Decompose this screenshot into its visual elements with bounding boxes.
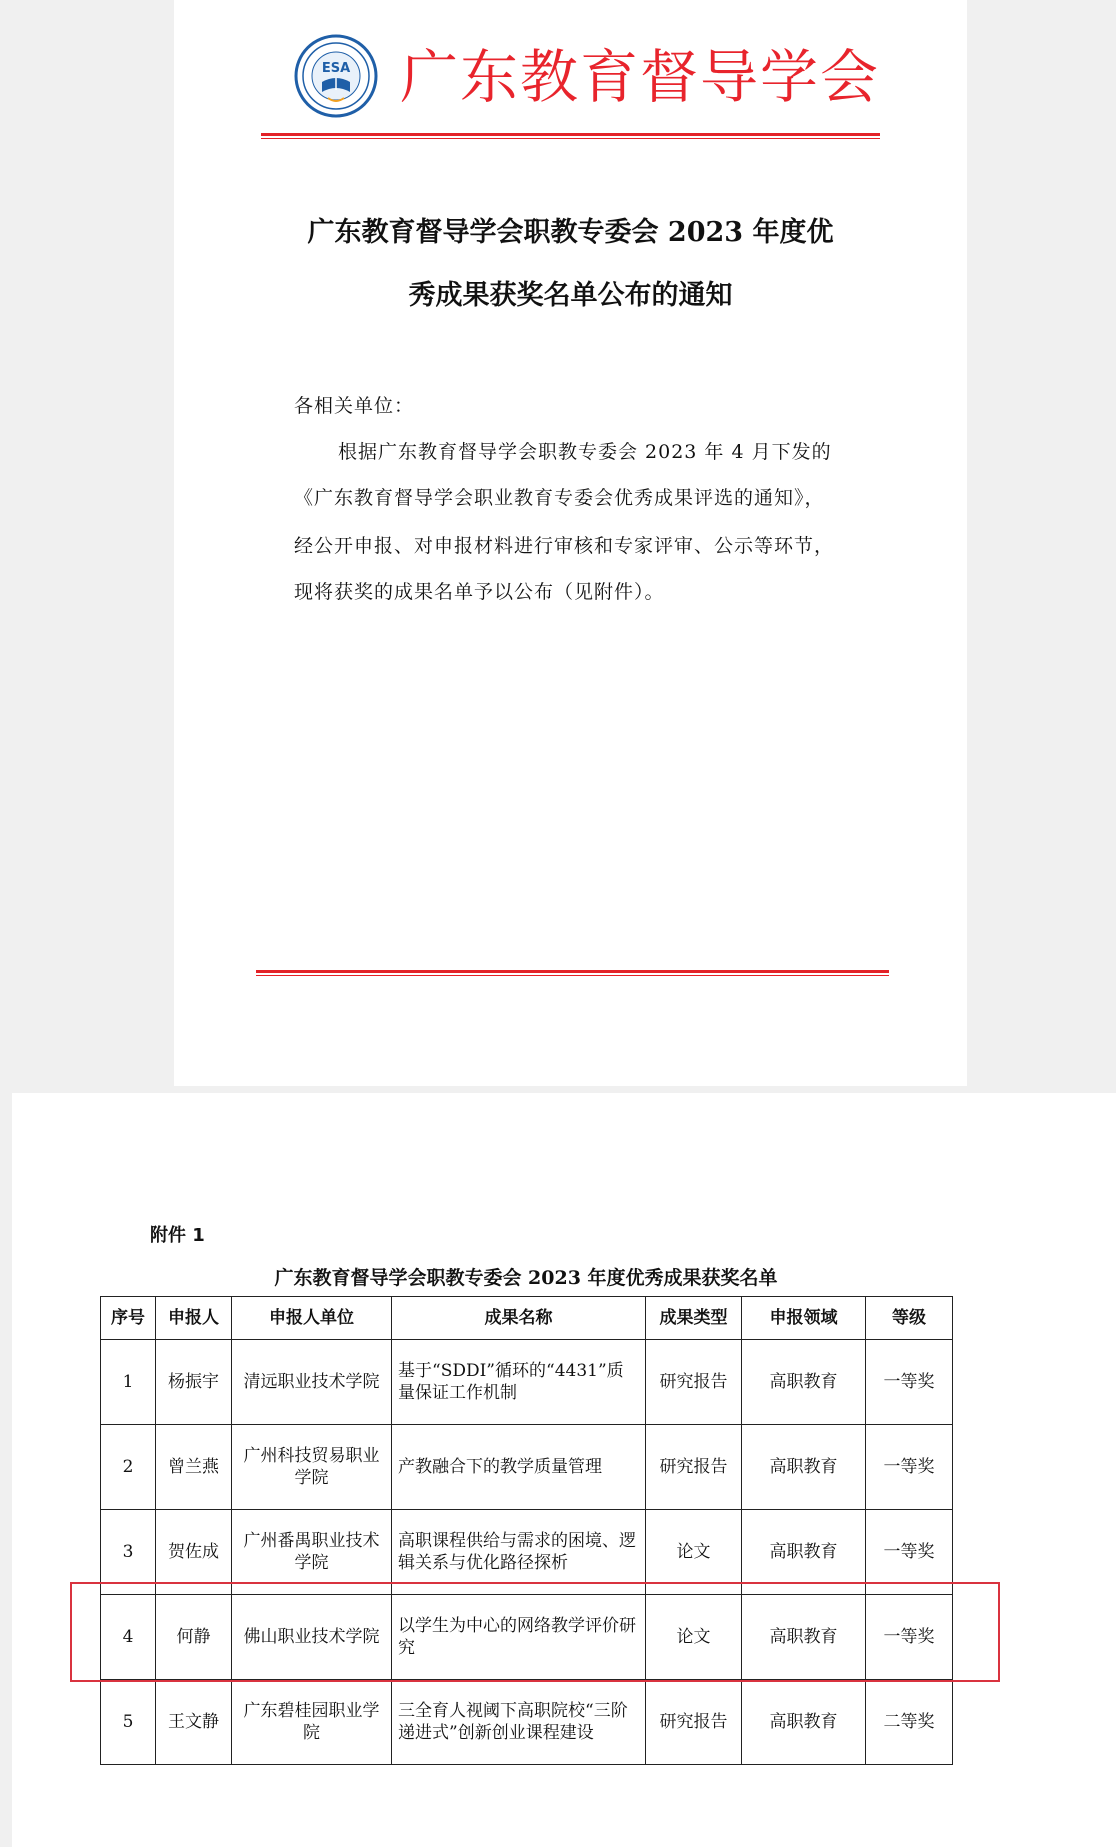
row-number: 5 xyxy=(101,1680,156,1765)
row-number: 3 xyxy=(101,1510,156,1595)
table-row xyxy=(101,1425,953,1510)
logo-text: ESA xyxy=(321,61,351,76)
paragraph-line: 现将获奖的成果名单予以公布（见附件）。 xyxy=(294,581,665,603)
application-field: 高职教育 xyxy=(742,1680,866,1765)
award-grade: 一等奖 xyxy=(866,1510,953,1595)
table-row xyxy=(101,1680,953,1765)
application-field: 高职教育 xyxy=(742,1510,866,1595)
achievement-type: 研究报告 xyxy=(646,1425,742,1510)
applicant: 王文静 xyxy=(156,1680,232,1765)
column-header: 申报人单位 xyxy=(232,1297,392,1340)
applicant: 何静 xyxy=(156,1595,232,1680)
achievement-title: 产教融合下的教学质量管理 xyxy=(392,1425,646,1510)
application-field: 高职教育 xyxy=(742,1595,866,1680)
achievement-type: 论文 xyxy=(646,1510,742,1595)
achievement-title: 三全育人视阈下高职院校“三阶递进式”创新创业课程建设 xyxy=(392,1680,646,1765)
applicant-unit: 广东碧桂园职业学院 xyxy=(232,1680,392,1765)
applicant-unit: 广州番禺职业技术学院 xyxy=(232,1510,392,1595)
column-header: 等级 xyxy=(866,1297,953,1340)
society-logo-icon xyxy=(294,34,378,118)
achievement-type: 论文 xyxy=(646,1595,742,1680)
paragraph-line: 《广东教育督导学会职业教育专委会优秀成果评选的通知》， xyxy=(294,487,825,509)
applicant: 贺佐成 xyxy=(156,1510,232,1595)
applicant-unit: 清远职业技术学院 xyxy=(232,1340,392,1425)
notice-title-line2: 秀成果获奖名单公布的通知 xyxy=(408,280,733,311)
achievement-title: 以学生为中心的网络教学评价研究 xyxy=(392,1595,646,1680)
column-header: 成果名称 xyxy=(392,1297,646,1340)
table-header-row xyxy=(101,1297,953,1340)
attachment-label: 附件 1 xyxy=(150,1225,205,1246)
application-field: 高职教育 xyxy=(742,1340,866,1425)
column-header: 申报人 xyxy=(156,1297,232,1340)
paragraph-line: 根据广东教育督导学会职教专委会 2023 年 4 月下发的 xyxy=(338,441,832,463)
applicant: 曾兰燕 xyxy=(156,1425,232,1510)
award-grade: 二等奖 xyxy=(866,1680,953,1765)
column-header: 成果类型 xyxy=(646,1297,742,1340)
award-grade: 一等奖 xyxy=(866,1595,953,1680)
applicant-unit: 佛山职业技术学院 xyxy=(232,1595,392,1680)
org-name: 广东教育督导学会 xyxy=(400,43,881,111)
achievement-type: 研究报告 xyxy=(646,1680,742,1765)
paragraph-line: 经公开申报、对申报材料进行审核和专家评审、公示等环节， xyxy=(294,535,835,557)
achievement-title: 高职课程供给与需求的困境、逻辑关系与优化路径探析 xyxy=(392,1510,646,1595)
applicant-unit: 广州科技贸易职业学院 xyxy=(232,1425,392,1510)
award-list-title: 广东教育督导学会职教专委会 2023 年度优秀成果获奖名单 xyxy=(274,1267,778,1289)
table-row xyxy=(101,1595,953,1680)
table-row xyxy=(101,1340,953,1425)
salutation: 各相关单位： xyxy=(294,395,415,417)
row-number: 2 xyxy=(101,1425,156,1510)
header-rule xyxy=(261,133,880,136)
column-header: 申报领域 xyxy=(742,1297,866,1340)
row-number: 1 xyxy=(101,1340,156,1425)
award-grade: 一等奖 xyxy=(866,1425,953,1510)
footer-rule xyxy=(256,970,889,973)
application-field: 高职教育 xyxy=(742,1425,866,1510)
achievement-type: 研究报告 xyxy=(646,1340,742,1425)
column-header: 序号 xyxy=(101,1297,156,1340)
achievement-title: 基于“SDDI”循环的“4431”质量保证工作机制 xyxy=(392,1340,646,1425)
applicant: 杨振宇 xyxy=(156,1340,232,1425)
award-grade: 一等奖 xyxy=(866,1340,953,1425)
header-rule-thin xyxy=(261,138,880,139)
row-number: 4 xyxy=(101,1595,156,1680)
table-row xyxy=(101,1510,953,1595)
award-table xyxy=(100,1296,953,1765)
footer-rule-thin xyxy=(256,975,889,976)
notice-title-line1: 广东教育督导学会职教专委会 2023 年度优 xyxy=(307,217,834,248)
